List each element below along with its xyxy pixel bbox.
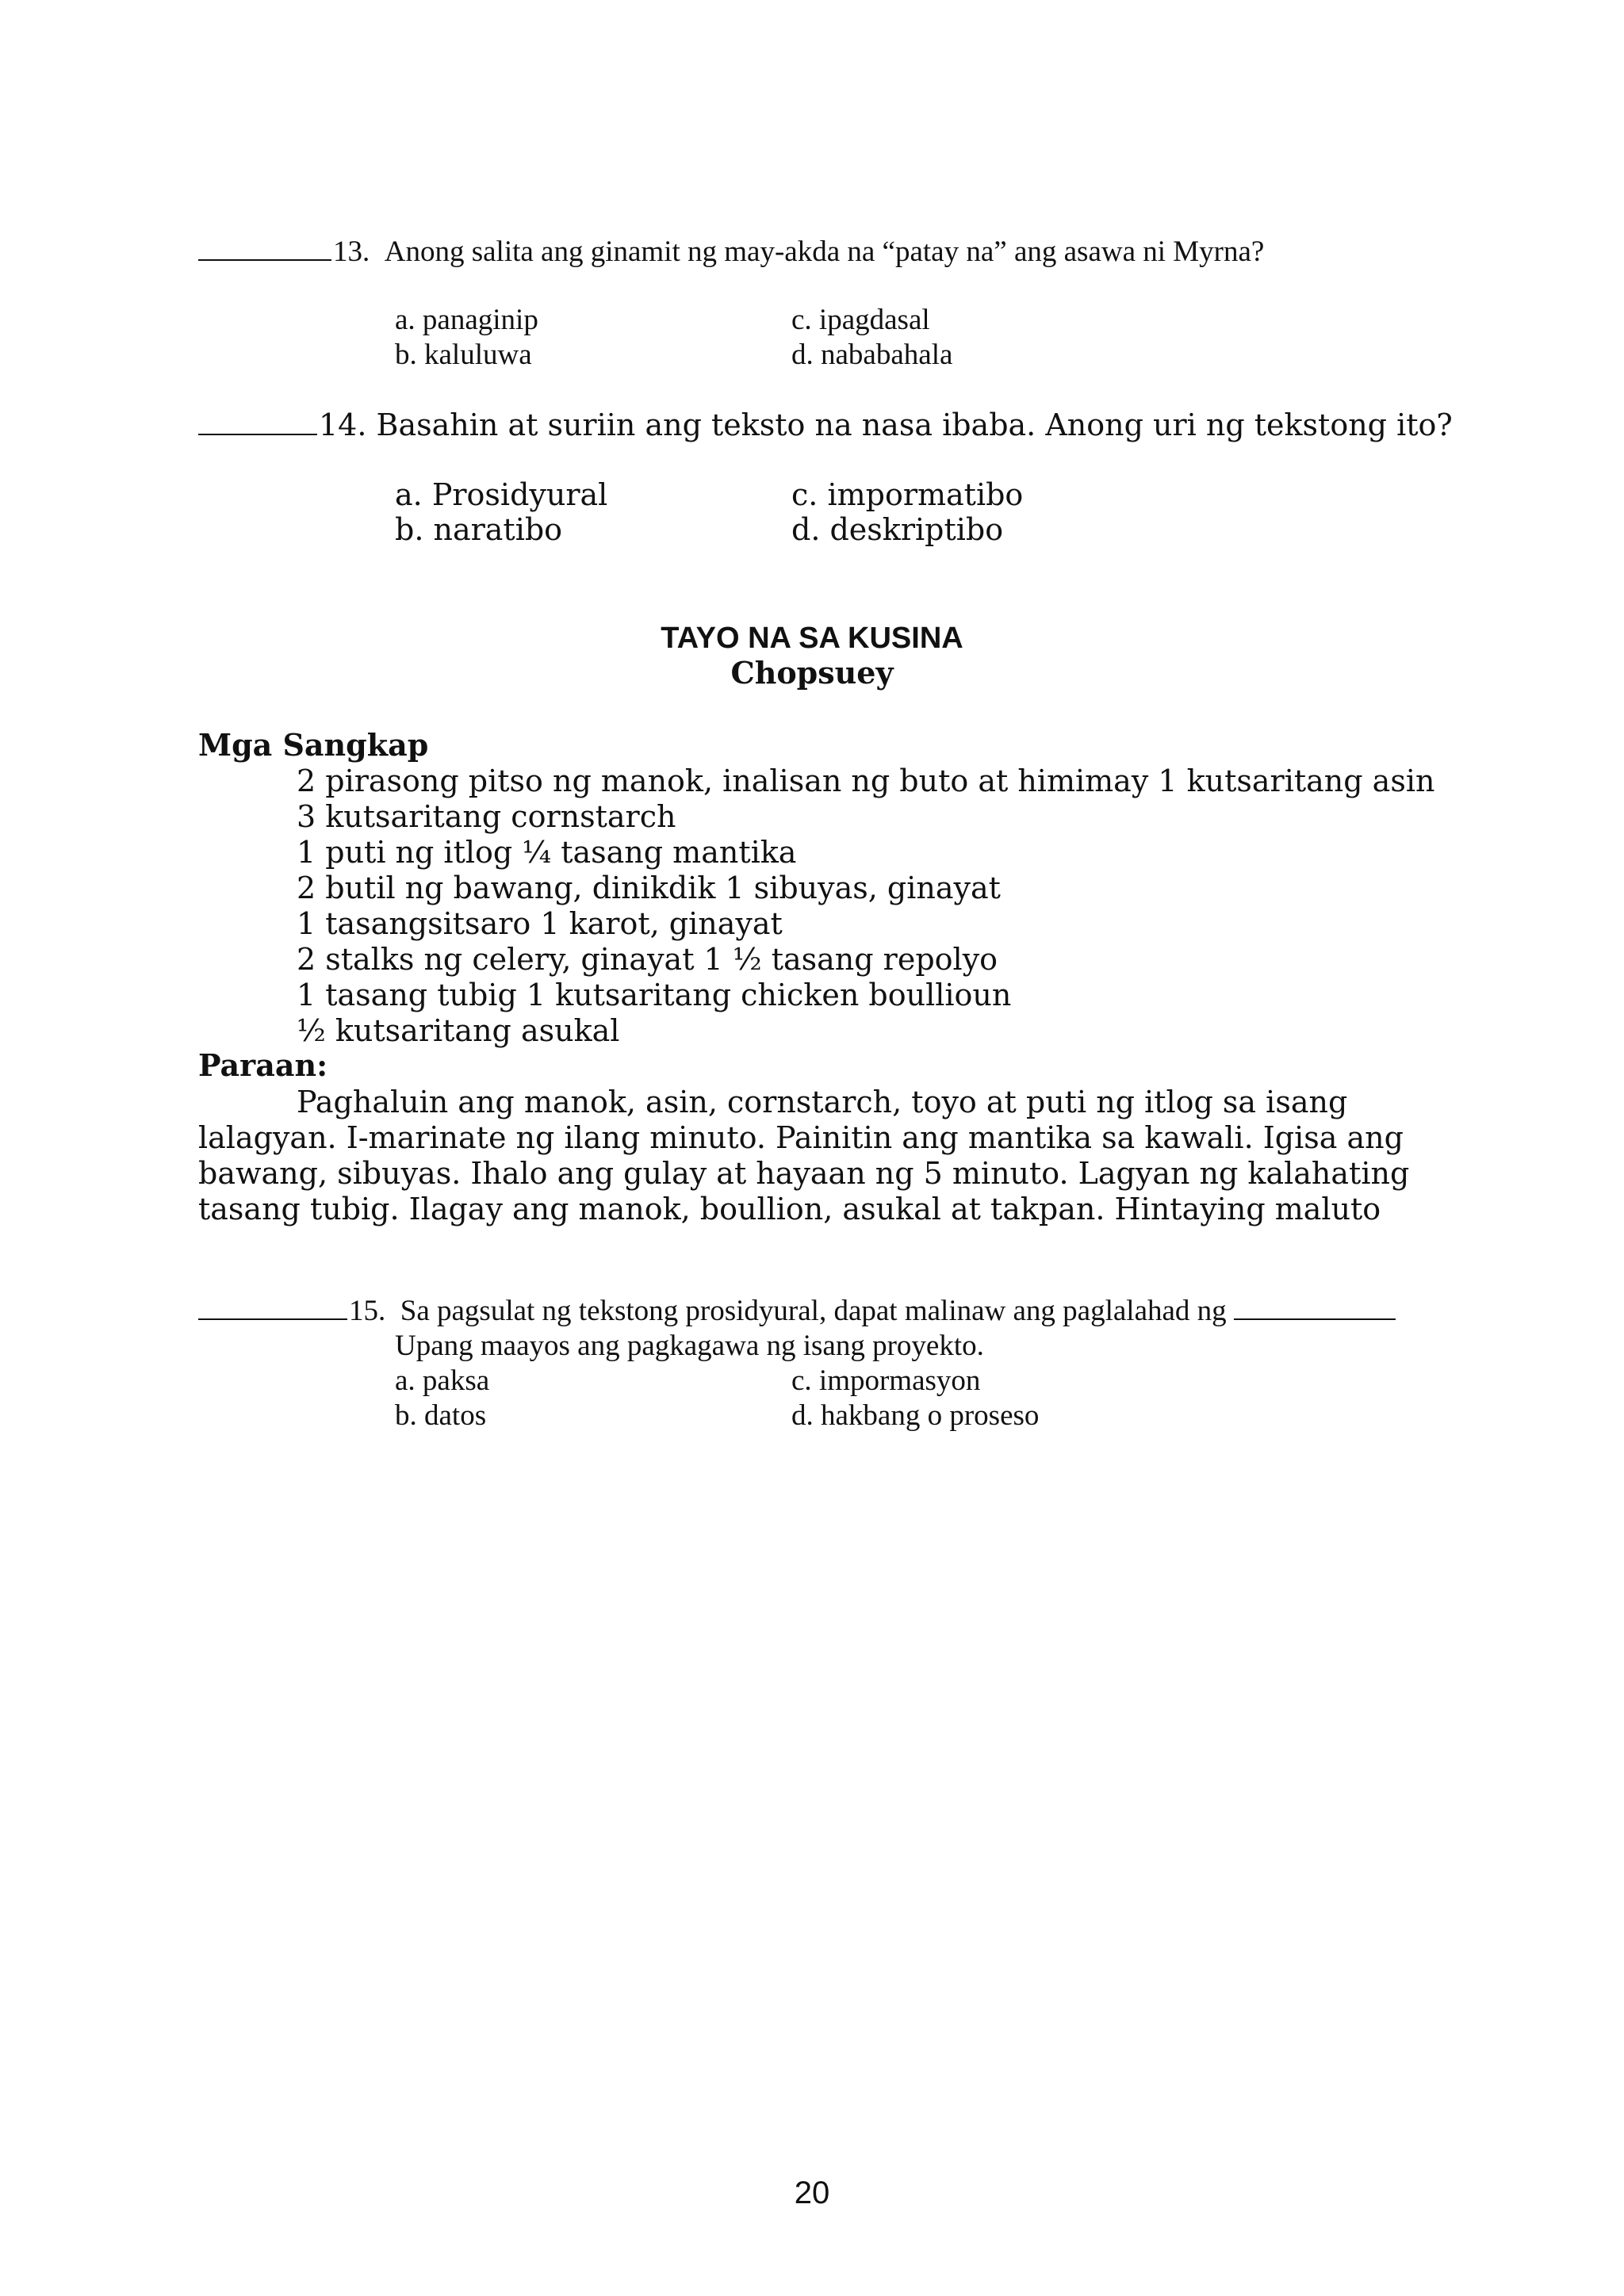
choice-a: a. Prosidyural — [395, 477, 608, 512]
method-line: bawang, sibuyas. Ihalo ang gulay at hayaan ng 5 minuto. Lagyan ng kalahating — [198, 1156, 1410, 1191]
method-line: Paghaluin ang manok, asin, cornstarch, toyo at puti ng itlog sa isang — [297, 1085, 1348, 1119]
answer-blank-15 — [198, 1295, 347, 1320]
recipe-title: TAYO NA SA KUSINA — [661, 622, 963, 655]
choice-b: b. datos — [395, 1399, 487, 1432]
fill-in-blank — [1234, 1295, 1396, 1320]
choice-c: c. impormasyon — [791, 1364, 981, 1397]
choice-d: d. deskriptibo — [791, 512, 1004, 547]
choice-b: b. naratibo — [395, 512, 563, 547]
choice-c: c. ipagdasal — [791, 304, 930, 336]
ingredient-item: 2 pirasong pitso ng manok, inalisan ng buto at himimay 1 kutsaritang asin — [297, 763, 1435, 798]
question-text: Anong salita ang ginamit ng may-akda na “patay na” ang asawa ni Myrna? — [384, 235, 1265, 268]
answer-blank-13 — [198, 235, 331, 261]
choice-a: a. paksa — [395, 1364, 490, 1397]
question-number: 13. — [333, 235, 370, 268]
question-text: Basahin at suriin ang teksto na nasa ibaba. Anong uri ng tekstong ito? — [376, 408, 1453, 442]
choice-a: a. panaginip — [395, 304, 538, 336]
choice-d: d. hakbang o proseso — [791, 1399, 1040, 1432]
question-14 — [198, 408, 1453, 442]
choice-d: d. nababahala — [791, 339, 953, 371]
method-line: lalagyan. I-marinate ng ilang minuto. Painitin ang mantika sa kawali. Igisa ang — [198, 1120, 1404, 1155]
question-13 — [198, 235, 1264, 270]
question-number: 15. — [349, 1295, 386, 1327]
method-heading: Paraan: — [198, 1047, 328, 1083]
ingredient-item: 2 stalks ng celery, ginayat 1 ½ tasang repolyo — [297, 942, 998, 977]
answer-blank-14 — [198, 410, 317, 435]
ingredient-item: 2 butil ng bawang, dinikdik 1 sibuyas, ginayat — [297, 871, 1001, 905]
method-line: tasang tubig. Ilagay ang manok, boullion, asukal at takpan. Hintaying maluto — [198, 1192, 1381, 1226]
choice-b: b. kaluluwa — [395, 339, 532, 371]
question-text-continued: Upang maayos ang pagkagawa ng isang proyekto. — [395, 1330, 984, 1362]
ingredient-item: 1 tasangsitsaro 1 karot, ginayat — [297, 906, 783, 941]
choice-c: c. impormatibo — [791, 477, 1024, 512]
ingredient-item: 1 tasang tubig 1 kutsaritang chicken boullioun — [297, 978, 1012, 1012]
ingredient-item: ½ kutsaritang asukal — [297, 1013, 620, 1048]
ingredient-item: 1 puti ng itlog ¼ tasang mantika — [297, 835, 797, 870]
ingredient-item: 3 kutsaritang cornstarch — [297, 799, 676, 834]
page-number: 20 — [794, 2175, 830, 2210]
question-number: 14. — [319, 408, 367, 442]
ingredients-heading: Mga Sangkap — [198, 727, 429, 763]
question-15 — [198, 1294, 1397, 1329]
question-text: Sa pagsulat ng tekstong prosidyural, dapat malinaw ang paglalahad ng — [400, 1295, 1227, 1327]
recipe-subtitle: Chopsuey — [730, 655, 894, 691]
